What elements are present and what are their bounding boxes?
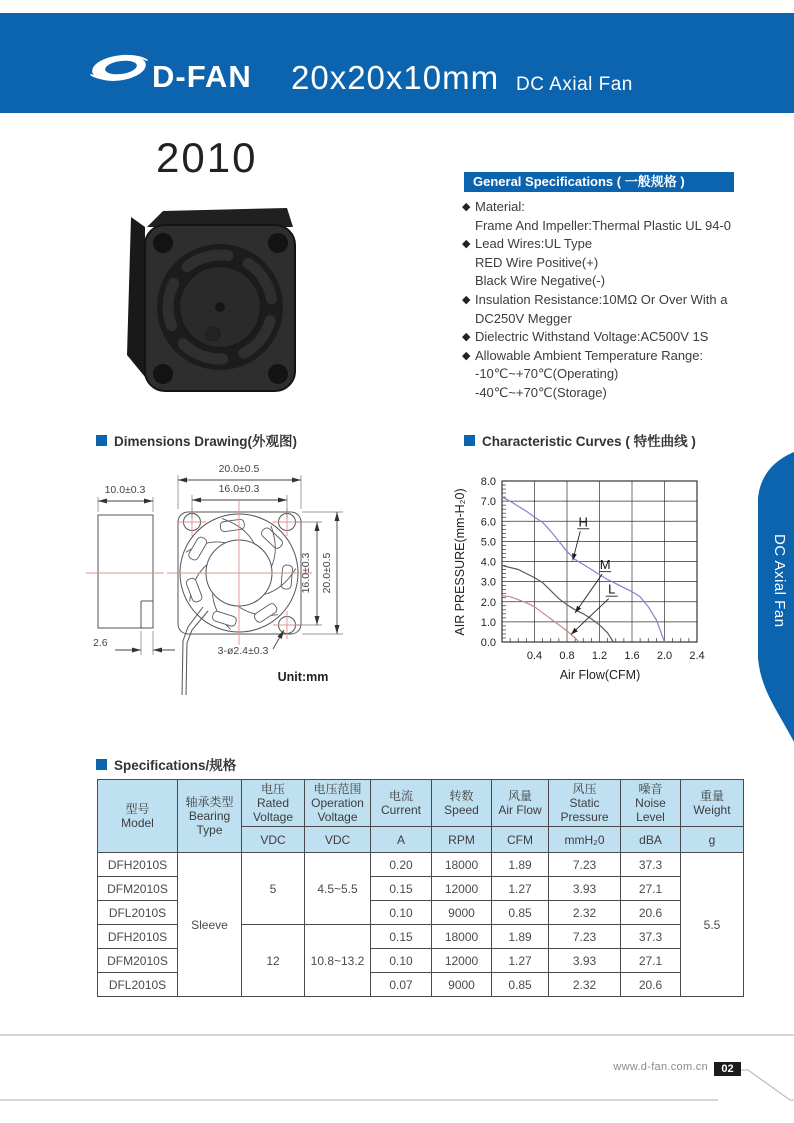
general-specs-list [464, 198, 764, 403]
col-header-bearing: 轴承类型 Bearing Type [178, 780, 242, 853]
cell-model: DFL2010S [98, 973, 178, 997]
spec-item: ◆ Insulation Resistance:10MΩ Or Over With a [464, 291, 764, 310]
dfan-logo-icon [90, 51, 148, 85]
cell-speed: 18000 [432, 853, 492, 877]
model-title: 2010 [156, 134, 258, 181]
diamond-bullet-icon: ◆ [462, 349, 471, 362]
svg-text:1.0: 1.0 [480, 616, 496, 629]
lead-wire [186, 611, 208, 695]
col-header-current: 电流 Current [371, 780, 432, 827]
cell-current: 0.15 [371, 877, 432, 901]
unit-cfm: CFM [492, 827, 549, 853]
dim-outer-right-label: 20.0±0.5 [321, 552, 333, 594]
cell-bearing: Sleeve [178, 853, 242, 997]
unit-label: Unit:mm [277, 670, 329, 684]
cell-noise: 20.6 [621, 901, 681, 925]
dim-depth-label: 10.0±0.3 [104, 484, 146, 496]
svg-text:0.4: 0.4 [526, 650, 543, 662]
cell-operation-voltage: 4.5~5.5 [305, 853, 371, 925]
fan-photo-side-face [127, 217, 145, 377]
cell-noise: 20.6 [621, 973, 681, 997]
cell-pressure: 7.23 [549, 925, 621, 949]
svg-text:0.0: 0.0 [480, 637, 496, 649]
col-header-airflow: 风量 Air Flow [492, 780, 549, 827]
spec-item: -10℃~+70℃(Operating) [475, 366, 619, 382]
svg-text:7.0: 7.0 [480, 496, 496, 509]
svg-text:4.0: 4.0 [480, 556, 496, 569]
cell-weight: 5.5 [681, 853, 744, 997]
cell-airflow: 1.89 [492, 853, 549, 877]
cell-pressure: 7.23 [549, 853, 621, 877]
cell-model: DFL2010S [98, 901, 178, 925]
col-header-weight: 重量 Weight [681, 780, 744, 827]
cell-noise: 37.3 [621, 853, 681, 877]
col-header-operation-voltage: 电压范围 Operation Voltage [305, 780, 371, 827]
cell-current: 0.20 [371, 853, 432, 877]
header-banner [0, 13, 794, 113]
dim-step-label: 2.6 [93, 637, 108, 649]
cell-speed: 18000 [432, 925, 492, 949]
section-marker-icon [96, 435, 107, 446]
cell-current: 0.10 [371, 901, 432, 925]
spec-item: DC250V Megger [475, 310, 572, 326]
cell-airflow: 0.85 [492, 973, 549, 997]
x-axis-title: Air Flow(CFM) [559, 668, 641, 682]
unit-mmh2o: mmH₂0 [549, 827, 621, 853]
dim-holes-right-label: 16.0±0.3 [300, 552, 312, 594]
diamond-bullet-icon: ◆ [462, 201, 471, 213]
cell-current: 0.07 [371, 973, 432, 997]
cell-model: DFM2010S [98, 877, 178, 901]
fan-type-subtitle: DC Axial Fan [516, 74, 633, 95]
col-header-model: 型号 Model [98, 780, 178, 853]
general-specs-header: General Specifications ( 一般规格 ) [464, 172, 734, 192]
diamond-bullet-icon: ◆ [462, 293, 471, 306]
specifications-section-title: Specifications/规格 [96, 754, 236, 774]
brand-name: D-FAN [152, 59, 252, 94]
dimensions-drawing [85, 455, 455, 710]
spec-item: ◆ Lead Wires:UL Type [464, 235, 764, 254]
cell-pressure: 3.93 [549, 949, 621, 973]
unit-vdc: VDC [305, 827, 371, 853]
cell-airflow: 1.27 [492, 949, 549, 973]
cell-pressure: 3.93 [549, 877, 621, 901]
cell-speed: 9000 [432, 973, 492, 997]
spec-item: -40℃~+70℃(Storage) [475, 384, 607, 400]
unit-dba: dBA [621, 827, 681, 853]
footer-url: www.d-fan.com.cn [613, 1061, 708, 1073]
cell-rated-voltage: 12 [242, 925, 305, 997]
dimensions-section-title: Dimensions Drawing(外观图) [96, 430, 297, 450]
svg-text:H: H [578, 514, 588, 530]
svg-text:2.0: 2.0 [480, 596, 496, 609]
diamond-bullet-icon: ◆ [462, 331, 471, 344]
cell-current: 0.10 [371, 949, 432, 973]
cell-noise: 37.3 [621, 925, 681, 949]
cell-noise: 27.1 [621, 949, 681, 973]
svg-text:2.4: 2.4 [689, 650, 705, 662]
svg-text:6.0: 6.0 [480, 516, 496, 529]
table-row [98, 853, 744, 877]
svg-text:1.6: 1.6 [624, 650, 640, 662]
unit-g: g [681, 827, 744, 853]
svg-text:2.0: 2.0 [656, 650, 673, 662]
cell-current: 0.15 [371, 925, 432, 949]
cell-operation-voltage: 10.8~13.2 [305, 925, 371, 997]
spec-item: Frame And Impeller:Thermal Plastic UL 94-0 [475, 217, 732, 233]
svg-text:M: M [599, 557, 611, 573]
fan-photo-hub-center [215, 302, 225, 312]
svg-text:1.2: 1.2 [591, 650, 608, 662]
unit-vdc: VDC [242, 827, 305, 853]
side-tab-label: DC Axial Fan [771, 534, 788, 628]
y-axis-title: AIR PRESSURE(mm-H₂0) [453, 488, 467, 636]
svg-text:L: L [608, 581, 616, 597]
cell-noise: 27.1 [621, 877, 681, 901]
spec-item: Black Wire Negative(-) [475, 273, 606, 289]
characteristic-curves-chart [450, 450, 760, 695]
spec-item: ◆ Allowable Ambient Temperature Range: [464, 347, 764, 366]
cell-model: DFM2010S [98, 949, 178, 973]
cell-model: DFH2010S [98, 925, 178, 949]
spec-item: ◆ Dielectric Withstand Voltage:AC500V 1S [464, 328, 764, 347]
diamond-bullet-icon: ◆ [462, 238, 471, 251]
cell-airflow: 1.89 [492, 925, 549, 949]
unit-a: A [371, 827, 432, 853]
section-marker-icon [464, 435, 475, 446]
svg-text:5.0: 5.0 [480, 536, 496, 549]
fan-size-title: 20x20x10mm [291, 59, 500, 96]
col-header-speed: 转数 Speed [432, 780, 492, 827]
fan-product-photo [115, 203, 300, 395]
cell-model: DFH2010S [98, 853, 178, 877]
fan-photo-hole [153, 233, 173, 253]
col-header-rated-voltage: 电压 Rated Voltage [242, 780, 305, 827]
svg-text:8.0: 8.0 [480, 476, 496, 488]
dim-outer-top-label: 20.0±0.5 [218, 463, 260, 475]
side-view-outline [98, 515, 153, 628]
cell-speed: 12000 [432, 877, 492, 901]
cell-speed: 9000 [432, 901, 492, 925]
spec-item: RED Wire Positive(+) [475, 254, 599, 270]
fan-photo-hole [153, 364, 173, 384]
cell-pressure: 2.32 [549, 973, 621, 997]
fan-photo-hole [268, 233, 288, 253]
fan-photo-hole [268, 364, 288, 384]
cell-airflow: 1.27 [492, 877, 549, 901]
col-header-pressure: 风压 Static Pressure [549, 780, 621, 827]
side-tab [740, 446, 794, 746]
svg-text:0.8: 0.8 [559, 650, 575, 662]
page-number-badge: 02 [714, 1062, 741, 1076]
cell-airflow: 0.85 [492, 901, 549, 925]
cell-speed: 12000 [432, 949, 492, 973]
unit-rpm: RPM [432, 827, 492, 853]
section-marker-icon [96, 759, 107, 770]
curves-section-title: Characteristic Curves ( 特性曲线 ) [464, 430, 696, 450]
cell-rated-voltage: 5 [242, 853, 305, 925]
col-header-noise: 噪音 Noise Level [621, 780, 681, 827]
svg-text:3.0: 3.0 [480, 576, 496, 589]
hole-callout-label: 3-ø2.4±0.3 [217, 645, 269, 657]
dim-holes-top-label: 16.0±0.3 [218, 483, 260, 495]
spec-item: ◆ Material: [464, 198, 764, 217]
spec-table [97, 779, 744, 997]
fan-photo-hub-mark [206, 327, 220, 341]
cell-pressure: 2.32 [549, 901, 621, 925]
